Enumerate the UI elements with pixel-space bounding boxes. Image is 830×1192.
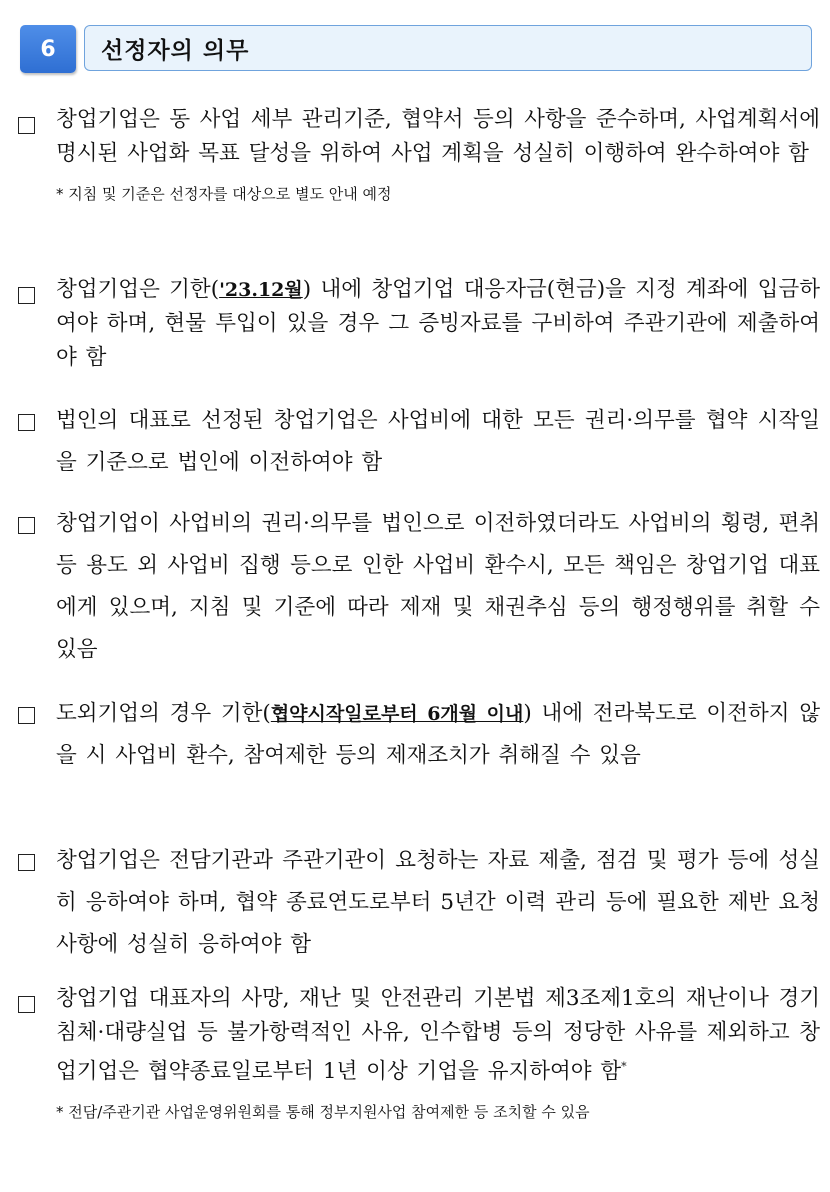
item-text: 창업기업이 사업비의 권리·의무를 법인으로 이전하였더라도 사업비의 횡령, 편취 등 용도 외 사업비 집행 등으로 인한 사업비 환수시, 모든 책임은 창업기업 대표에게 있으며, 지침 및 기준에 따라 제재 및 채권추심 등의 행정행위를 취할 수 있음 bbox=[56, 511, 820, 662]
deadline-underline: '23.12월 bbox=[219, 279, 303, 301]
checkbox-icon bbox=[18, 854, 35, 871]
item-text: 창업기업은 기한('23.12월) 내에 창업기업 대응자금(현금)을 지정 계좌에 입금하여야 하며, 현물 투입이 있을 경우 그 증빙자료를 구비하여 주관기관에 제출하여야 함 bbox=[56, 277, 820, 370]
item-text: 법인의 대표로 선정된 창업기업은 사업비에 대한 모든 권리·의무를 협약 시작일을 기준으로 법인에 이전하여야 함 bbox=[56, 408, 820, 475]
deadline-underline: 협약시작일로부터 6개월 이내 bbox=[270, 703, 524, 725]
footnote-mark: * bbox=[621, 1060, 627, 1073]
list-item bbox=[18, 982, 820, 1122]
item-text: 창업기업 대표자의 사망, 재난 및 안전관리 기본법 제3조제1호의 재난이나 경기침체·대량실업 등 불가항력적인 사유, 인수합병 등의 정당한 사유를 제외하고 창업기업은 협약종료일로부터 1년 이상 기업을 유지하여야 함* bbox=[56, 986, 820, 1085]
checkbox-icon bbox=[18, 287, 35, 304]
item-note: * 전담/주관기관 사업운영위원회를 통해 정부지원사업 참여제한 등 조치할 수 있음 bbox=[56, 1103, 590, 1122]
list-item bbox=[18, 840, 820, 966]
item-note: * 지침 및 기준은 선정자를 대상으로 별도 안내 예정 bbox=[56, 185, 392, 203]
checkbox-icon bbox=[18, 414, 35, 431]
list-item bbox=[18, 503, 820, 671]
section-number-badge: 6 bbox=[20, 25, 76, 73]
section-title: 선정자의 의무 bbox=[84, 25, 812, 71]
section-header bbox=[20, 25, 816, 75]
list-item bbox=[18, 400, 820, 484]
checkbox-icon bbox=[18, 517, 35, 534]
list-item bbox=[18, 693, 820, 777]
list-item bbox=[18, 103, 820, 204]
item-text: 도외기업의 경우 기한(협약시작일로부터 6개월 이내) 내에 전라북도로 이전하지 않을 시 사업비 환수, 참여제한 등의 제재조치가 취해질 수 있음 bbox=[56, 701, 821, 768]
item-text: 창업기업은 동 사업 세부 관리기준, 협약서 등의 사항을 준수하며, 사업계획서에 명시된 사업화 목표 달성을 위하여 사업 계획을 성실히 이행하여 완수하여야 함 bbox=[56, 107, 820, 166]
checkbox-icon bbox=[18, 996, 35, 1013]
checkbox-icon bbox=[18, 117, 35, 134]
checkbox-icon bbox=[18, 707, 35, 724]
list-item bbox=[18, 273, 820, 375]
item-text: 창업기업은 전담기관과 주관기관이 요청하는 자료 제출, 점검 및 평가 등에 성실히 응하여야 하며, 협약 종료연도로부터 5년간 이력 관리 등에 필요한 제반 요청사항에 성실히 응하여야 함 bbox=[56, 848, 820, 957]
